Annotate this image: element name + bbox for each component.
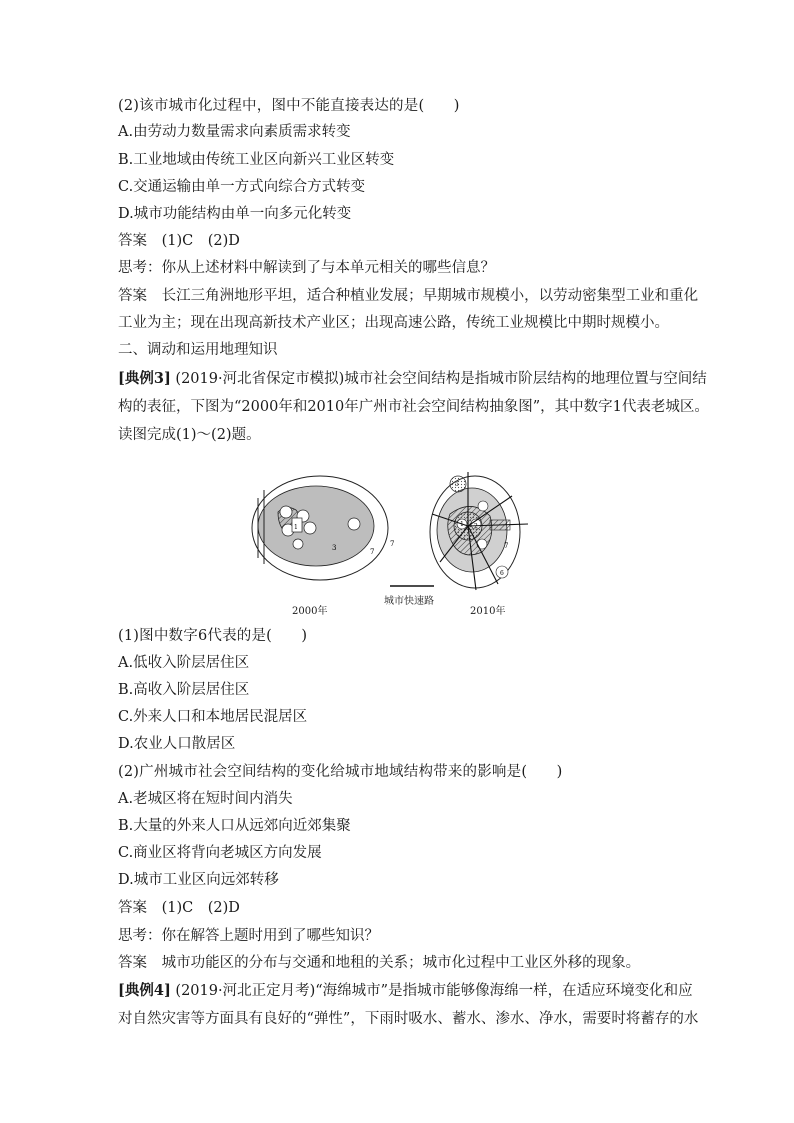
legend-expressway: 城市快速路 xyxy=(384,596,434,607)
option-c: C.外来人口和本地居民混居区 xyxy=(118,709,308,725)
think-question: 思考：你从上述材料中解读到了与本单元相关的哪些信息？ xyxy=(118,260,495,276)
example-text: (2019·河北正定月考)“海绵城市”是指城市能够像海绵一样，在适应环境变化和应 xyxy=(175,983,693,999)
option-b: B.工业地域由传统工业区向新兴工业区转变 xyxy=(118,152,395,168)
label-n1: 1 xyxy=(460,521,464,528)
option-b: B.高收入阶层居住区 xyxy=(118,682,250,698)
example-4-line: 对自然灾害等方面具有良好的“弹性”，下雨时吸水、蓄水、渗水、净水，需要时将蓄存的水 xyxy=(118,1011,699,1027)
think-question: 思考：你在解答上题时用到了哪些知识？ xyxy=(118,928,379,944)
label-n3: 3 xyxy=(332,544,337,552)
option-d: D.城市功能结构由单一向多元化转变 xyxy=(118,206,352,222)
answer-key: 答案 xyxy=(118,288,147,304)
label-2010: 2010年 xyxy=(470,606,506,617)
answer-line xyxy=(118,953,640,973)
city-structure-figure xyxy=(250,468,540,618)
answer-key: 答案 xyxy=(118,900,147,916)
example-tag: [典例3] xyxy=(118,370,171,387)
option-d: D.农业人口散居区 xyxy=(118,736,236,752)
answer-line xyxy=(118,231,240,251)
example-3-line: 构的表征，下图为“2000年和2010年广州市社会空间结构抽象图”，其中数字1代表老城区。 xyxy=(118,399,709,415)
label-n7: 7 xyxy=(390,540,395,548)
option-d: D.城市工业区向远郊转移 xyxy=(118,872,279,888)
option-a: A.低收入阶层居住区 xyxy=(118,655,250,671)
label-n1: 1 xyxy=(294,524,298,531)
answer-line xyxy=(118,898,240,918)
section-heading: 二、调动和运用地理知识 xyxy=(118,342,278,358)
example-text: (2019·河北省保定市模拟)城市社会空间结构是指城市阶层结构的地理位置与空间结 xyxy=(175,371,707,387)
question-1-stem: (1)图中数字6代表的是( ) xyxy=(118,628,308,644)
label-n6: 6 xyxy=(500,570,504,577)
answer-key: 答案 xyxy=(118,233,147,249)
answer-text: 长江三角洲地形平坦，适合种植业发展；早期城市规模小，以劳动密集型工业和重化 xyxy=(161,288,699,304)
option-c: C.商业区将背向老城区方向发展 xyxy=(118,845,322,861)
question-2-stem: (2)该市城市化过程中，图中不能直接表达的是( ) xyxy=(118,98,460,114)
label-n5: 5 xyxy=(455,481,459,488)
option-c: C.交通运输由单一方式向综合方式转变 xyxy=(118,179,366,195)
example-3-line xyxy=(118,369,707,389)
option-a: A.老城区将在短时间内消失 xyxy=(118,791,293,807)
option-b: B.大量的外来人口从远郊向近郊集聚 xyxy=(118,818,351,834)
answer-key: 答案 xyxy=(118,955,147,971)
example-3-line: 读图完成(1)～(2)题。 xyxy=(118,427,261,443)
label-n7: 7 xyxy=(504,542,509,550)
answer-value: (1)C (2)D xyxy=(161,233,240,249)
question-2-stem: (2)广州城市社会空间结构的变化给城市地域结构带来的影响是( ) xyxy=(118,764,563,780)
answer-text: 城市功能区的分布与交通和地租的关系；城市化过程中工业区外移的现象。 xyxy=(161,955,641,971)
label-2000: 2000年 xyxy=(292,606,328,617)
label-n2: 2 xyxy=(474,523,478,530)
example-tag: [典例4] xyxy=(118,982,171,999)
answer-text-cont: 工业为主；现在出现高新技术产业区；出现高速公路，传统工业规模比中期时规模小。 xyxy=(118,315,669,331)
option-a: A.由劳动力数量需求向素质需求转变 xyxy=(118,124,351,140)
example-4-line xyxy=(118,981,693,1001)
answer-line xyxy=(118,286,698,306)
answer-value: (1)C (2)D xyxy=(161,900,240,916)
label-n7: 7 xyxy=(370,548,375,556)
